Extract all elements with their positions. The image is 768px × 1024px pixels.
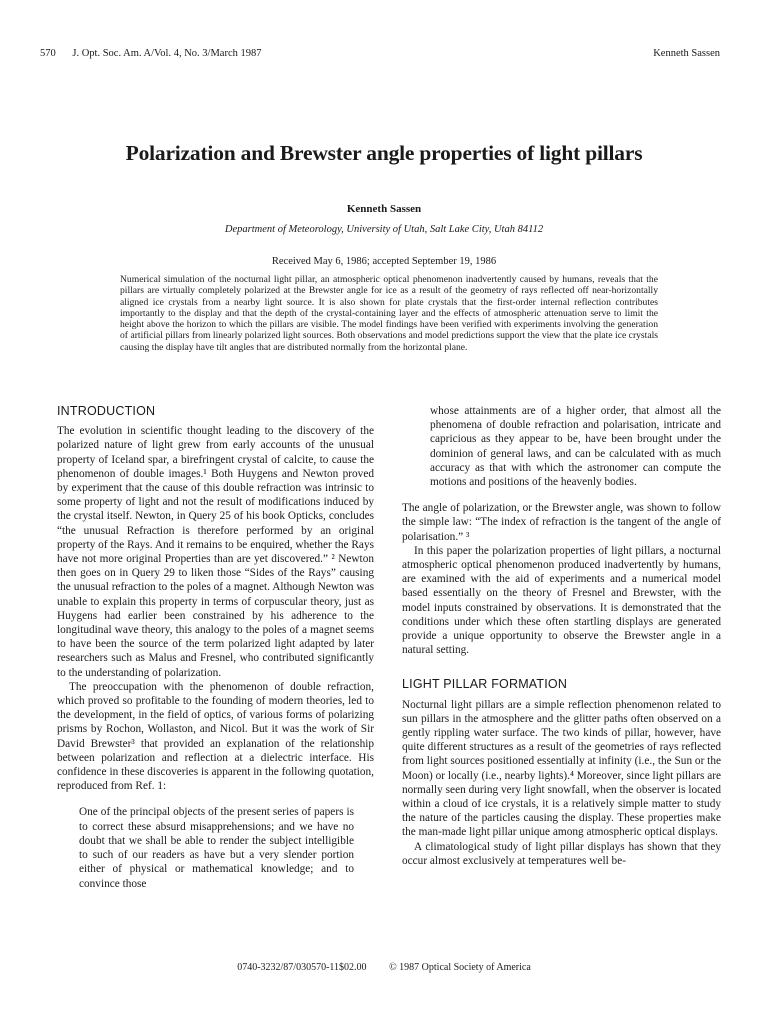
page-footer [0,962,768,973]
intro-paragraph-4: In this paper the polarization properties of light pillars, a nocturnal atmospheric optical phenomenon produced inadvertently by humans, are examined with the aid of experiments and a numerical model based essentially on the theory of Fresnel and Brewster, with the model inputs constrained by observations. It is demonstrated that the conditions under which these often startling displays are generated provide a unique opportunity to observe the Brewster angle in a natural setting. [402,544,721,657]
running-header [40,48,720,59]
intro-paragraph-1: The evolution in scientific thought leading to the discovery of the polarized nature of light grew from early accounts of the unusual property of Iceland spar, a birefringent crystal of calcite, to cause the phenomenon of double images.¹ Both Huygens and Newton proved by experiment that the cause of this double refraction was intrinsic to some property of light and not the result of modifications induced by the crystal itself. Newton, in Query 25 of his book Opticks, concludes “the unusual Refraction is therefore performed by an original property of the Rays. And it remains to be enquired, whether the Rays have not more original Properties than are yet discovered.” ² Newton then goes on in Query 29 to liken those “Sides of the Rays” causing the unusual refraction to the poles of a magnet. Although Newton was unable to explain this property in terms of corpuscular theory, just as Huygens had earlier been constrained by his adherence to the longitudinal wave theory, this analogy to the poles of a magnet seems to have been the source of the term polarized light adapted by later researchers such as Malus and Fresnel, who contributed significantly to the understanding of polarization. [57,425,374,679]
intro-paragraph-2: The preoccupation with the phenomenon of double refraction, which proved so profitable to the founding of modern theories, led to the development, in the field of optics, of various forms of polarizing prisms by Rochon, Wollaston, and Nicol. But it was the work of Sir David Brewster³ that provided an explanation of the relationship between polarization and reflection at a dielectric interface. His confidence in these discoveries is apparent in the following quotation, reproduced from Ref. 1: [57,680,374,793]
received-dates: Received May 6, 1986; accepted September 19, 1986 [271,256,497,267]
section-heading-introduction: INTRODUCTION [57,404,156,418]
intro-paragraph-3: The angle of polarization, or the Brewster angle, was shown to follow the simple law: “The index of refraction is the tangent of the angle of polarisation.” ³ [402,502,721,543]
page-number: 570 [40,48,56,59]
block-quote-part-1: One of the principal objects of the present series of papers is to correct these absurd misapprehensions; and we have no doubt that we shall be able to render the subject intelligible to such of our readers as have but a very slender portion either of physical or mathematical knowledge; and to convince those [79,806,354,890]
right-column [402,404,721,868]
abstract: Numerical simulation of the nocturnal light pillar, an atmospheric optical phenomenon inadvertently caused by humans, reveals that the pillars are virtually completely polarized at the Brewster angle for ice as a result of the geometry of rays reflected off near-horizontally aligned ice crystals from a nearby light source. It is also shown for plate crystals that the first-order internal reflection contributes importantly to the display and that the depth of the crystal-containing layer and the effects of atmospheric attenuation serve to limit the height above the horizon to which the pillars are visible. The model findings have been verified with experiments involving the generation of artificial pillars from linearly polarized light sources. Both observations and model predictions support the view that the plate ice crystals causing the display have tilt angles that are distributed normally from the horizontal plane. [120,274,658,353]
paper-title: Polarization and Brewster angle properties of light pillars [125,141,643,165]
copyright-notice: © 1987 Optical Society of America [389,962,531,973]
pillar-paragraph-2: A climatological study of light pillar displays has shown that they occur almost exclusively at temperatures well be- [402,840,721,867]
article-code: 0740-3232/87/030570-11$02.00 [237,962,367,973]
header-author: Kenneth Sassen [653,48,720,59]
pillar-paragraph-1: Nocturnal light pillars are a simple reflection phenomenon related to sun pillars in the atmosphere and the glitter paths often observed on a gently rippling water surface. The two kinds of pillar, however, have quite different structures as a result of the geometries of rays reflected from light sources positioned essentially at infinity (i.e., the Sun or the Moon) or locally (i.e., nearby lights).⁴ Moreover, since light pillars are normally seen during very light snowfall, when the observer is located within a cloud of ice crystals, it is a relatively simple matter to study the nature of the particles causing the display. These properties make the man-made light pillar unique among atmospheric optical displays. [402,698,721,839]
author-name: Kenneth Sassen [346,203,422,215]
left-column [57,404,374,891]
block-quote-part-2: whose attainments are of a higher order, that almost all the phenomena of double refraction and polarisation, intricate and capricious as they appear to be, have been brought under the dominion of general laws, and can be calculated with as much accuracy as that with which the astronomer can compute the motions and positions of the heavenly bodies. [430,405,721,489]
section-heading-light-pillar-formation: LIGHT PILLAR FORMATION [402,677,568,692]
header-left [40,48,275,59]
author-affiliation: Department of Meteorology, University of Utah, Salt Lake City, Utah 84112 [224,224,544,235]
journal-citation: J. Opt. Soc. Am. A/Vol. 4, No. 3/March 1987 [72,48,262,59]
